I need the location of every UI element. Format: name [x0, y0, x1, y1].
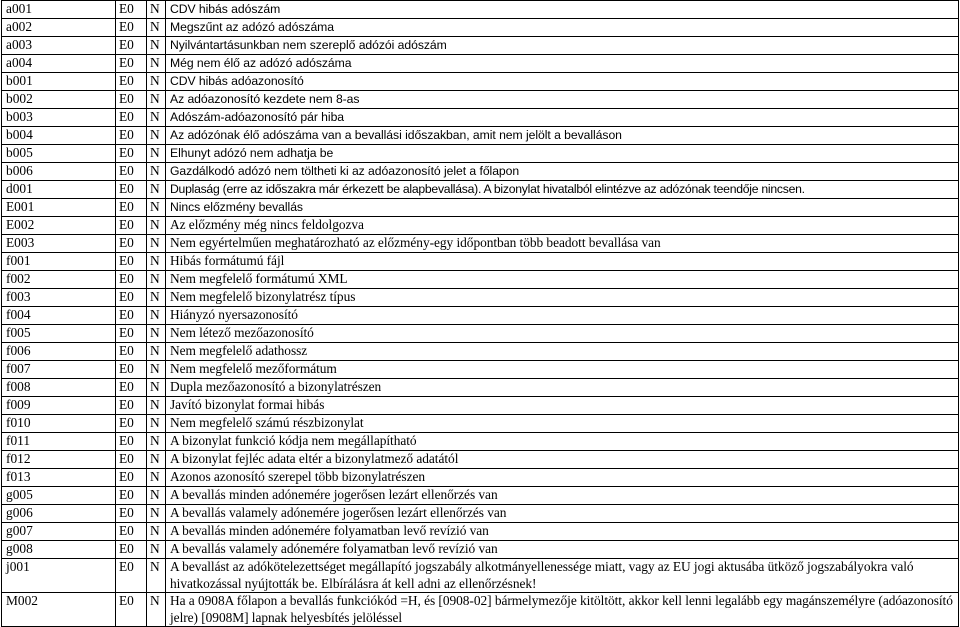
error-code-cell: f009: [2, 397, 116, 415]
table-row: [2, 127, 959, 145]
error-flag-cell: N: [147, 559, 166, 593]
error-code-cell: b004: [2, 127, 116, 145]
error-description-cell: A bevallás minden adónemére jogerősen lezárt ellenőrzés van: [166, 487, 959, 505]
table-row: [2, 415, 959, 433]
error-description-cell: A bevallás minden adónemére folyamatban levő revízió van: [166, 523, 959, 541]
error-flag-cell: N: [147, 523, 166, 541]
error-code-cell: g006: [2, 505, 116, 523]
error-flag-cell: N: [147, 343, 166, 361]
error-flag-cell: N: [147, 109, 166, 127]
error-flag-cell: N: [147, 487, 166, 505]
error-code-cell: f012: [2, 451, 116, 469]
error-type-cell: E0: [116, 73, 147, 91]
error-code-cell: g007: [2, 523, 116, 541]
error-type-cell: E0: [116, 559, 147, 593]
error-code-rows: [2, 1, 959, 627]
error-type-cell: E0: [116, 91, 147, 109]
table-row: [2, 433, 959, 451]
error-description-cell: Még nem élő az adózó adószáma: [166, 55, 959, 73]
error-type-cell: E0: [116, 235, 147, 253]
error-description-cell: Nyilvántartásunkban nem szereplő adózói adószám: [166, 37, 959, 55]
error-code-cell: f004: [2, 307, 116, 325]
error-description-cell: Nem létező mezőazonosító: [166, 325, 959, 343]
table-row: [2, 37, 959, 55]
error-code-cell: a002: [2, 19, 116, 37]
error-code-cell: E002: [2, 217, 116, 235]
error-code-cell: f003: [2, 289, 116, 307]
error-description-cell: Nem megfelelő számú részbizonylat: [166, 415, 959, 433]
error-flag-cell: N: [147, 163, 166, 181]
error-flag-cell: N: [147, 145, 166, 163]
error-code-cell: d001: [2, 181, 116, 199]
error-type-cell: E0: [116, 469, 147, 487]
error-flag-cell: N: [147, 217, 166, 235]
error-description-cell: Ha a 0908A főlapon a bevallás funkciókód =H, és [0908-02] bármelymezője kitöltött, akkor kell lenni legalább egy magánszemélyre (adóazonosító jelre) [0908M] lapnak helyesbítés jelöléssel: [166, 593, 959, 627]
error-type-cell: E0: [116, 523, 147, 541]
error-flag-cell: N: [147, 379, 166, 397]
error-type-cell: E0: [116, 217, 147, 235]
error-flag-cell: N: [147, 325, 166, 343]
error-code-cell: b003: [2, 109, 116, 127]
error-code-cell: b006: [2, 163, 116, 181]
error-flag-cell: N: [147, 55, 166, 73]
table-row: [2, 181, 959, 199]
error-type-cell: E0: [116, 181, 147, 199]
error-code-cell: f010: [2, 415, 116, 433]
error-code-cell: a004: [2, 55, 116, 73]
error-flag-cell: N: [147, 73, 166, 91]
error-description-cell: Nem megfelelő adathossz: [166, 343, 959, 361]
error-flag-cell: N: [147, 1, 166, 19]
error-code-cell: f007: [2, 361, 116, 379]
error-description-cell: Nincs előzmény bevallás: [166, 199, 959, 217]
table-row: [2, 73, 959, 91]
error-code-cell: f013: [2, 469, 116, 487]
error-flag-cell: N: [147, 127, 166, 145]
table-row: [2, 19, 959, 37]
error-flag-cell: N: [147, 91, 166, 109]
error-type-cell: E0: [116, 109, 147, 127]
table-row: [2, 289, 959, 307]
table-row: [2, 505, 959, 523]
error-flag-cell: N: [147, 397, 166, 415]
error-code-cell: M002: [2, 593, 116, 627]
error-flag-cell: N: [147, 19, 166, 37]
error-flag-cell: N: [147, 181, 166, 199]
error-type-cell: E0: [116, 541, 147, 559]
error-code-cell: g005: [2, 487, 116, 505]
error-code-cell: E001: [2, 199, 116, 217]
table-row: [2, 523, 959, 541]
error-flag-cell: N: [147, 37, 166, 55]
error-code-cell: f011: [2, 433, 116, 451]
table-row: [2, 235, 959, 253]
error-description-cell: Az adózónak élő adószáma van a bevallási időszakban, amit nem jelölt a bevalláson: [166, 127, 959, 145]
error-type-cell: E0: [116, 55, 147, 73]
error-description-cell: Nem egyértelműen meghatározható az előzmény-egy időpontban több beadott bevallása van: [166, 235, 959, 253]
error-flag-cell: N: [147, 271, 166, 289]
error-flag-cell: N: [147, 541, 166, 559]
error-flag-cell: N: [147, 307, 166, 325]
error-type-cell: E0: [116, 163, 147, 181]
table-row: [2, 593, 959, 627]
error-type-cell: E0: [116, 37, 147, 55]
error-code-cell: b002: [2, 91, 116, 109]
error-code-cell: f005: [2, 325, 116, 343]
error-flag-cell: N: [147, 433, 166, 451]
error-description-cell: Nem megfelelő mezőformátum: [166, 361, 959, 379]
error-flag-cell: N: [147, 415, 166, 433]
error-description-cell: A bizonylat fejléc adata eltér a bizonylatmező adatától: [166, 451, 959, 469]
error-flag-cell: N: [147, 451, 166, 469]
error-type-cell: E0: [116, 1, 147, 19]
error-description-cell: Hibás formátumú fájl: [166, 253, 959, 271]
error-type-cell: E0: [116, 379, 147, 397]
error-type-cell: E0: [116, 415, 147, 433]
error-flag-cell: N: [147, 235, 166, 253]
error-code-cell: j001: [2, 559, 116, 593]
error-type-cell: E0: [116, 145, 147, 163]
error-description-cell: Nem megfelelő bizonylatrész típus: [166, 289, 959, 307]
error-description-cell: CDV hibás adószám: [166, 1, 959, 19]
table-row: [2, 541, 959, 559]
error-description-cell: Hiányzó nyersazonosító: [166, 307, 959, 325]
error-flag-cell: N: [147, 289, 166, 307]
table-row: [2, 379, 959, 397]
error-type-cell: E0: [116, 505, 147, 523]
error-code-cell: f006: [2, 343, 116, 361]
table-row: [2, 343, 959, 361]
error-description-cell: Azonos azonosító szerepel több bizonylatrészen: [166, 469, 959, 487]
error-type-cell: E0: [116, 307, 147, 325]
error-type-cell: E0: [116, 487, 147, 505]
error-type-cell: E0: [116, 253, 147, 271]
error-type-cell: E0: [116, 127, 147, 145]
table-row: [2, 451, 959, 469]
table-row: [2, 91, 959, 109]
error-description-cell: A bevallást az adókötelezettséget megállapító jogszabály alkotmányellenessége miatt, vagy az EU jogi aktusába ütköző jogszabályokra való hivatkozással nyújtották be. Elbírálásra át kell adni az ellenőrzésnek!: [166, 559, 959, 593]
error-description-cell: Megszűnt az adózó adószáma: [166, 19, 959, 37]
error-type-cell: E0: [116, 397, 147, 415]
error-type-cell: E0: [116, 593, 147, 627]
error-flag-cell: N: [147, 361, 166, 379]
error-code-cell: b001: [2, 73, 116, 91]
error-flag-cell: N: [147, 593, 166, 627]
table-row: [2, 217, 959, 235]
error-type-cell: E0: [116, 361, 147, 379]
error-description-cell: Gazdálkodó adózó nem töltheti ki az adóazonosító jelet a főlapon: [166, 163, 959, 181]
error-description-cell: Javító bizonylat formai hibás: [166, 397, 959, 415]
table-row: [2, 361, 959, 379]
error-description-cell: A bevallás valamely adónemére folyamatban levő revízió van: [166, 541, 959, 559]
table-row: [2, 55, 959, 73]
error-description-cell: CDV hibás adóazonosító: [166, 73, 959, 91]
table-row: [2, 163, 959, 181]
error-flag-cell: N: [147, 505, 166, 523]
table-row: [2, 487, 959, 505]
table-row: [2, 109, 959, 127]
table-row: [2, 253, 959, 271]
table-row: [2, 469, 959, 487]
table-row: [2, 145, 959, 163]
error-flag-cell: N: [147, 199, 166, 217]
error-type-cell: E0: [116, 199, 147, 217]
error-description-cell: Az előzmény még nincs feldolgozva: [166, 217, 959, 235]
error-description-cell: Elhunyt adózó nem adhatja be: [166, 145, 959, 163]
error-type-cell: E0: [116, 451, 147, 469]
error-flag-cell: N: [147, 253, 166, 271]
error-type-cell: E0: [116, 289, 147, 307]
error-description-cell: Az adóazonosító kezdete nem 8-as: [166, 91, 959, 109]
error-code-cell: f008: [2, 379, 116, 397]
table-row: [2, 397, 959, 415]
error-flag-cell: N: [147, 469, 166, 487]
table-row: [2, 325, 959, 343]
error-description-cell: A bevallás valamely adónemére jogerősen lezárt ellenőrzés van: [166, 505, 959, 523]
table-row: [2, 307, 959, 325]
error-code-cell: f001: [2, 253, 116, 271]
error-code-cell: f002: [2, 271, 116, 289]
table-row: [2, 1, 959, 19]
error-code-cell: E003: [2, 235, 116, 253]
error-code-cell: a003: [2, 37, 116, 55]
error-description-cell: Duplaság (erre az időszakra már érkezett be alapbevallása). A bizonylat hivatalból elintézve az adózónak teendője nincsen.: [166, 181, 959, 199]
table-row: [2, 199, 959, 217]
error-code-cell: g008: [2, 541, 116, 559]
error-type-cell: E0: [116, 19, 147, 37]
error-code-cell: b005: [2, 145, 116, 163]
error-type-cell: E0: [116, 343, 147, 361]
table-row: [2, 271, 959, 289]
error-type-cell: E0: [116, 433, 147, 451]
table-row: [2, 559, 959, 593]
error-code-table: [1, 0, 959, 627]
error-code-cell: a001: [2, 1, 116, 19]
error-description-cell: Dupla mezőazonosító a bizonylatrészen: [166, 379, 959, 397]
error-type-cell: E0: [116, 325, 147, 343]
error-description-cell: Nem megfelelő formátumú XML: [166, 271, 959, 289]
error-type-cell: E0: [116, 271, 147, 289]
error-description-cell: Adószám-adóazonosító pár hiba: [166, 109, 959, 127]
error-description-cell: A bizonylat funkció kódja nem megállapítható: [166, 433, 959, 451]
